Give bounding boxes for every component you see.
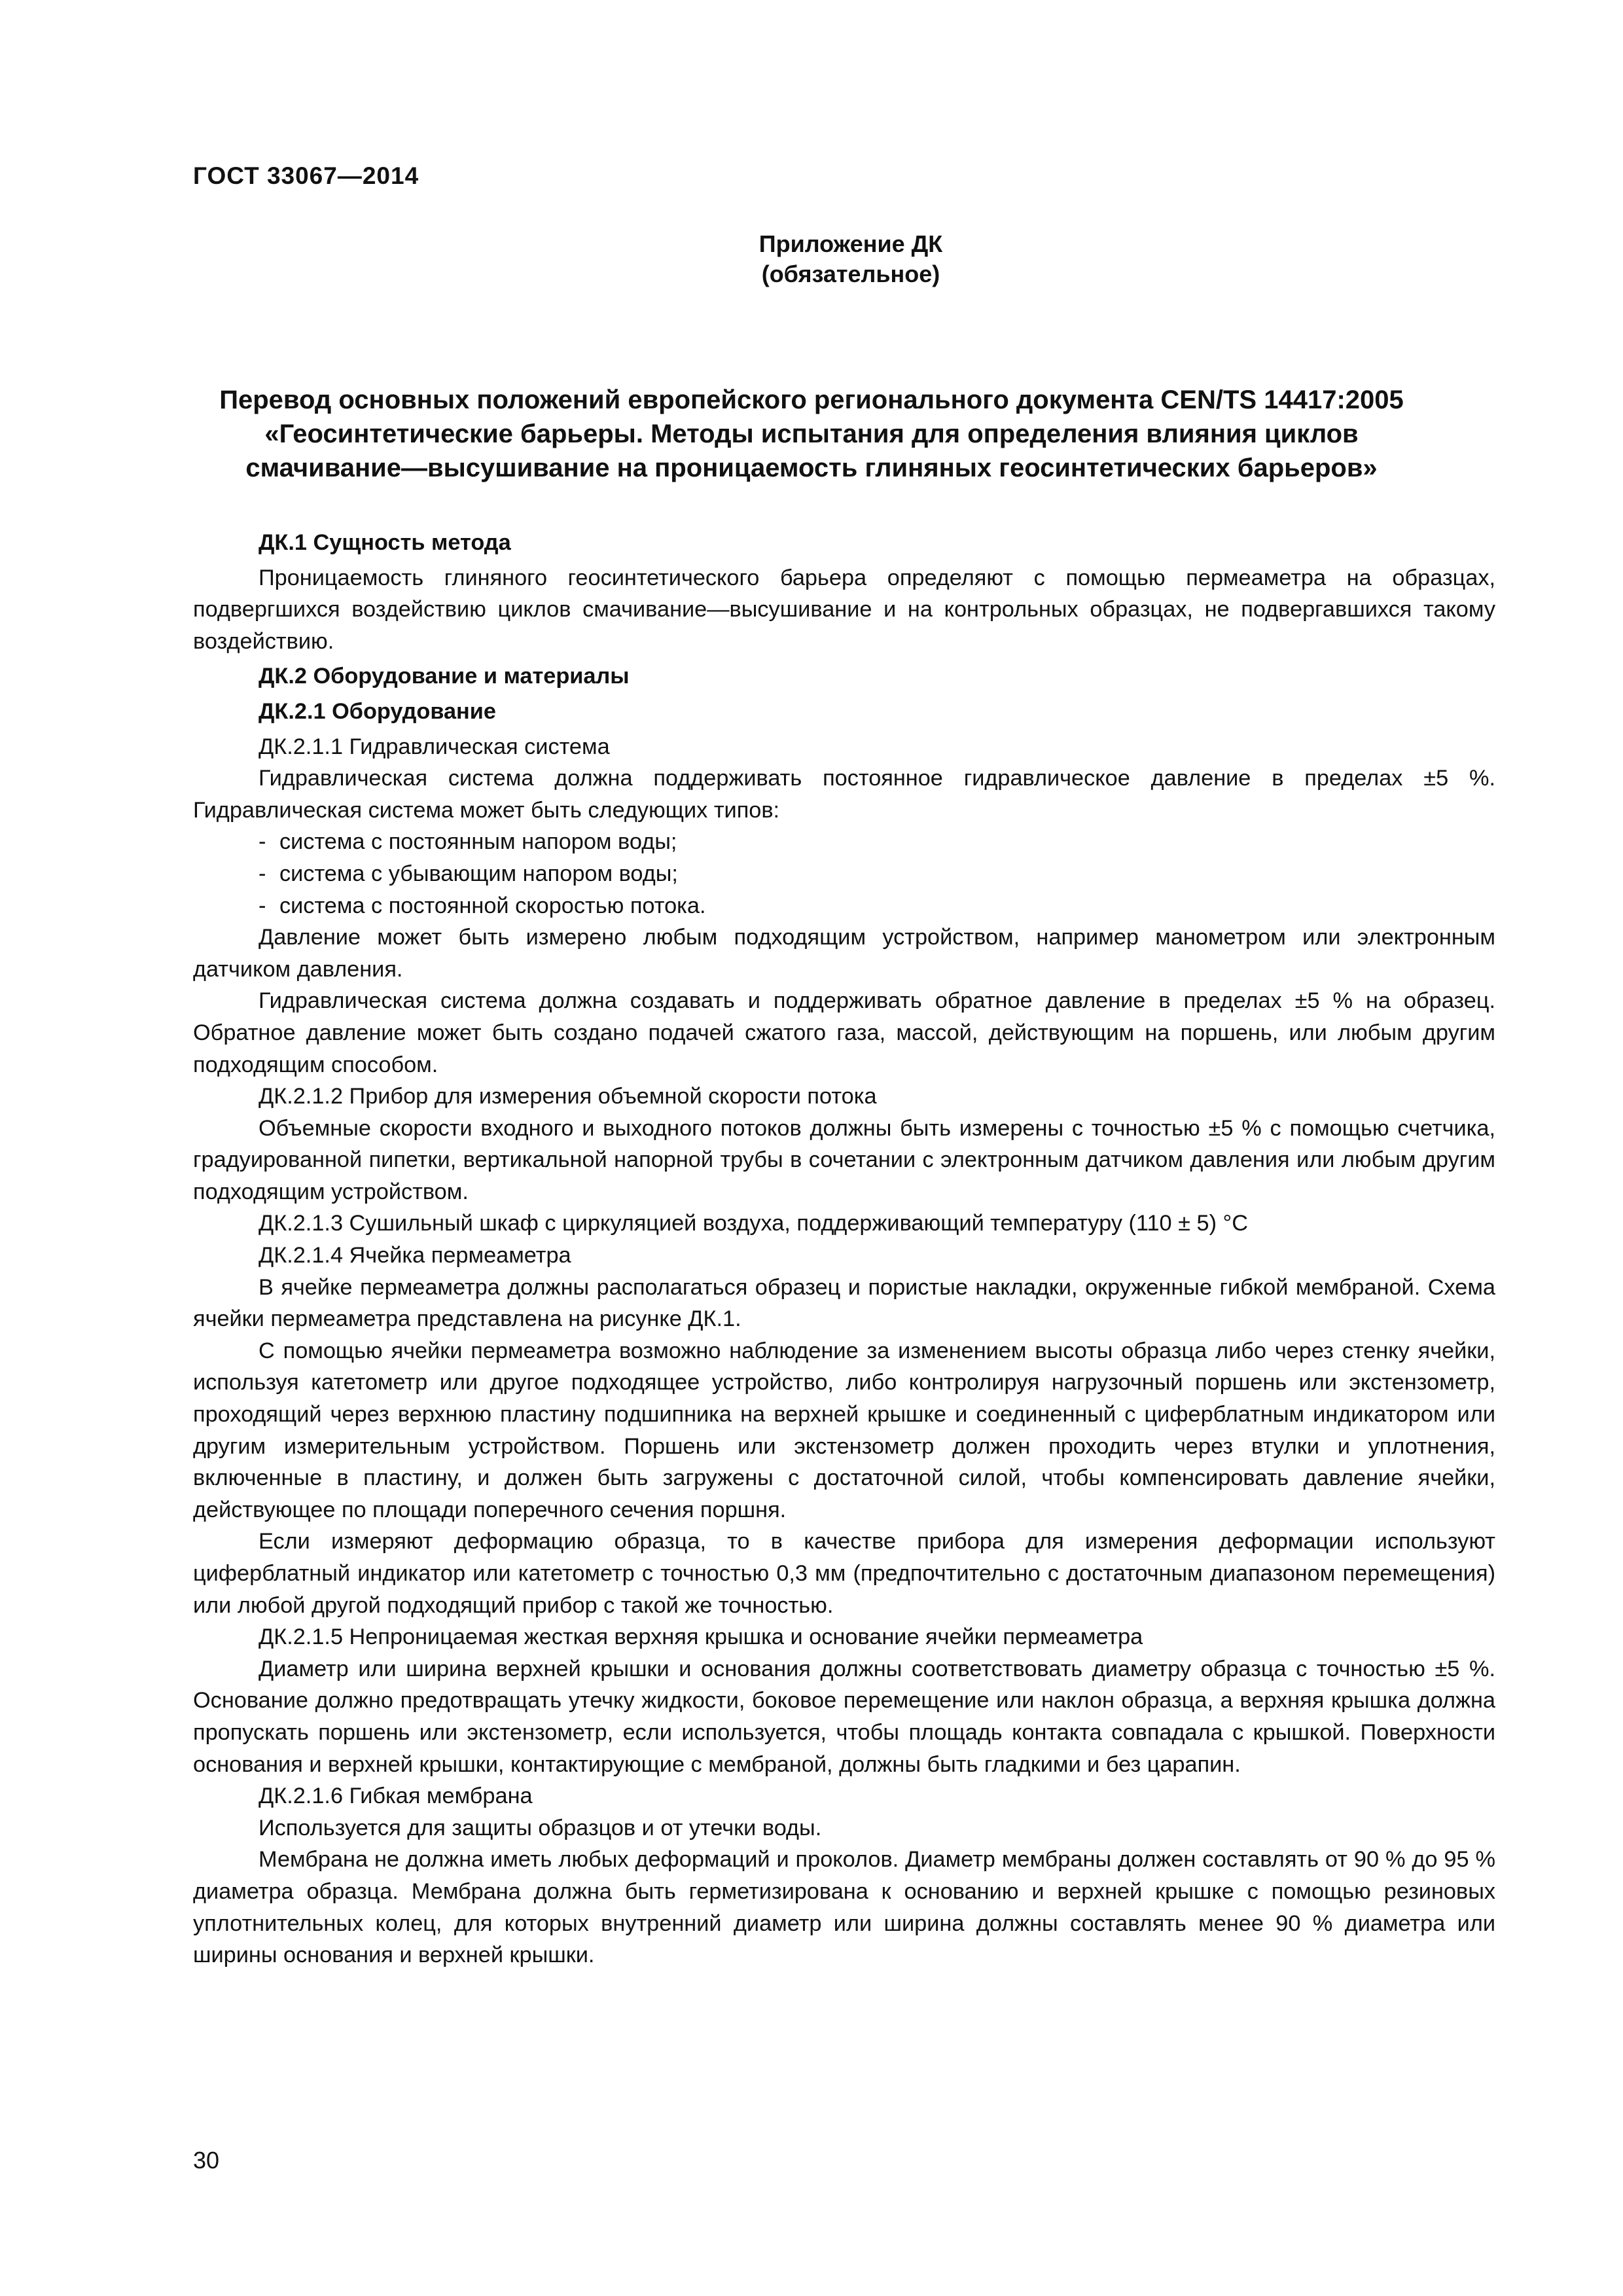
appendix-title: Приложение ДК (758, 230, 943, 257)
paragraph: Гидравлическая система должна создавать и поддерживать обратное давление в пределах ±5 % на образец. Обратное давление может быть создано подачей сжатого газа, массой, действующим на поршень, или любым другим подходящим способом. (193, 988, 1495, 1077)
paragraph: Проницаемость глиняного геосинтетического барьера определяют с помощью пермеаметра на образцах, подвергшихся воздействию циклов смачивание—высушивание и на контрольных образцах, не подвергавшихся такому воздействию. (193, 565, 1495, 654)
paragraph: С помощью ячейки пермеаметра возможно наблюдение за изменением высоты образца либо через стенку ячейки, используя катетометр или другое подходящее устройство, либо контролируя нагрузочный поршень или экстензометр, проходящий через верхнюю пластину подшипника на верхней крышке и соединенный с циферблатным индикатором или другим измерительным устройством. Поршень или экстензометр должен проходить через втулки и уплотнения, включенные в пластину, и должен быть загружены с достаточной силой, чтобы компенсировать давление ячейки, действующее по площади поперечного сечения поршня. (193, 1338, 1495, 1522)
appendix-type: (обязательное) (761, 260, 940, 287)
paragraph: Объемные скорости входного и выходного потоков должны быть измерены с точностью ±5 % с помощью счетчика, градуированной пипетки, вертикальной напорной трубы в сочетании с электронным датчиком давления или любым другим подходящим устройством. (193, 1115, 1495, 1204)
page-number: 30 (193, 2147, 220, 2174)
list-item-text: система с постоянной скоростью потока. (279, 893, 706, 918)
list-marker: - (259, 861, 266, 886)
clause-heading: ДК.2.1.5 Непроницаемая жесткая верхняя крышка и основание ячейки пермеаметра (259, 1624, 1143, 1650)
clause-heading: ДК.2.1.4 Ячейка пермеаметра (259, 1243, 571, 1268)
paragraph: Используется для защиты образцов и от утечки воды. (259, 1815, 822, 1840)
list-marker: - (259, 829, 266, 855)
list-marker: - (259, 893, 266, 918)
list-item (193, 826, 1495, 858)
paragraph: Если измеряют деформацию образца, то в качестве прибора для измерения деформации используют циферблатный индикатор или катетометр с точностью 0,3 мм (предпочтительно с достаточным диапазоном перемещения) или любой другой подходящий прибор с такой же точностью. (193, 1529, 1495, 1618)
list-item-text: система с постоянным напором воды; (279, 829, 677, 855)
document-title-line: «Геосинтетические барьеры. Методы испытания для определения влияния циклов (264, 420, 1359, 448)
clause-heading: ДК.2.1.3 Сушильный шкаф с циркуляцией воздуха, поддерживающий температуру (110 ± 5) °С (259, 1211, 1249, 1236)
appendix-heading (753, 229, 949, 289)
paragraph: Диаметр или ширина верхней крышки и основания должны соответствовать диаметру образца с точностью ±5 %. Основание должно предотвращать утечку жидкости, боковое перемещение или наклон образца, а верхняя крышка должна пропускать поршень или экстензометр, если используется, чтобы площадь контакта совпадала с крышкой. Поверхности основания и верхней крышки, контактирующие с мембраной, должны быть гладкими и без царапин. (193, 1656, 1495, 1777)
list-item (193, 858, 1495, 890)
document-title (196, 383, 1427, 485)
subsection-heading: ДК.2.1 Оборудование (259, 698, 496, 724)
section-heading: ДК.2 Оборудование и материалы (259, 664, 630, 689)
document-code: ГОСТ 33067—2014 (193, 162, 419, 189)
document-title-line: Перевод основных положений европейского регионального документа CEN/TS 14417:2005 (219, 386, 1404, 414)
clause-heading: ДК.2.1.6 Гибкая мембрана (259, 1784, 533, 1809)
paragraph: Давление может быть измерено любым подходящим устройством, например манометром или электронным датчиком давления. (193, 925, 1495, 982)
list-item (193, 890, 1495, 922)
clause-heading: ДК.2.1.2 Прибор для измерения объемной скорости потока (259, 1084, 877, 1109)
paragraph: Мембрана не должна иметь любых деформаций и проколов. Диаметр мембраны должен составлять от 90 % до 95 % диаметра образца. Мембрана должна быть герметизирована к основанию и верхней крышке с помощью резиновых уплотнительных колец, для которых внутренний диаметр или ширина должны составлять менее 90 % диаметра или ширины основания и верхней крышки. (193, 1847, 1495, 1968)
document-title-line: смачивание—высушивание на проницаемость глиняных геосинтетических барьеров» (245, 454, 1378, 482)
section-heading: ДК.1 Сущность метода (259, 530, 511, 555)
list-item-text: система с убывающим напором воды; (279, 861, 678, 886)
paragraph: В ячейке пермеаметра должны располагаться образец и пористые накладки, окруженные гибкой мембраной. Схема ячейки пермеаметра представлена на рисунке ДК.1. (193, 1274, 1495, 1332)
clause-heading: ДК.2.1.1 Гидравлическая система (259, 734, 610, 759)
paragraph: Гидравлическая система должна поддерживать постоянное гидравлическое давление в пределах ±5 %. Гидравлическая система может быть следующих типов: (193, 766, 1495, 823)
document-body (193, 524, 1495, 1971)
